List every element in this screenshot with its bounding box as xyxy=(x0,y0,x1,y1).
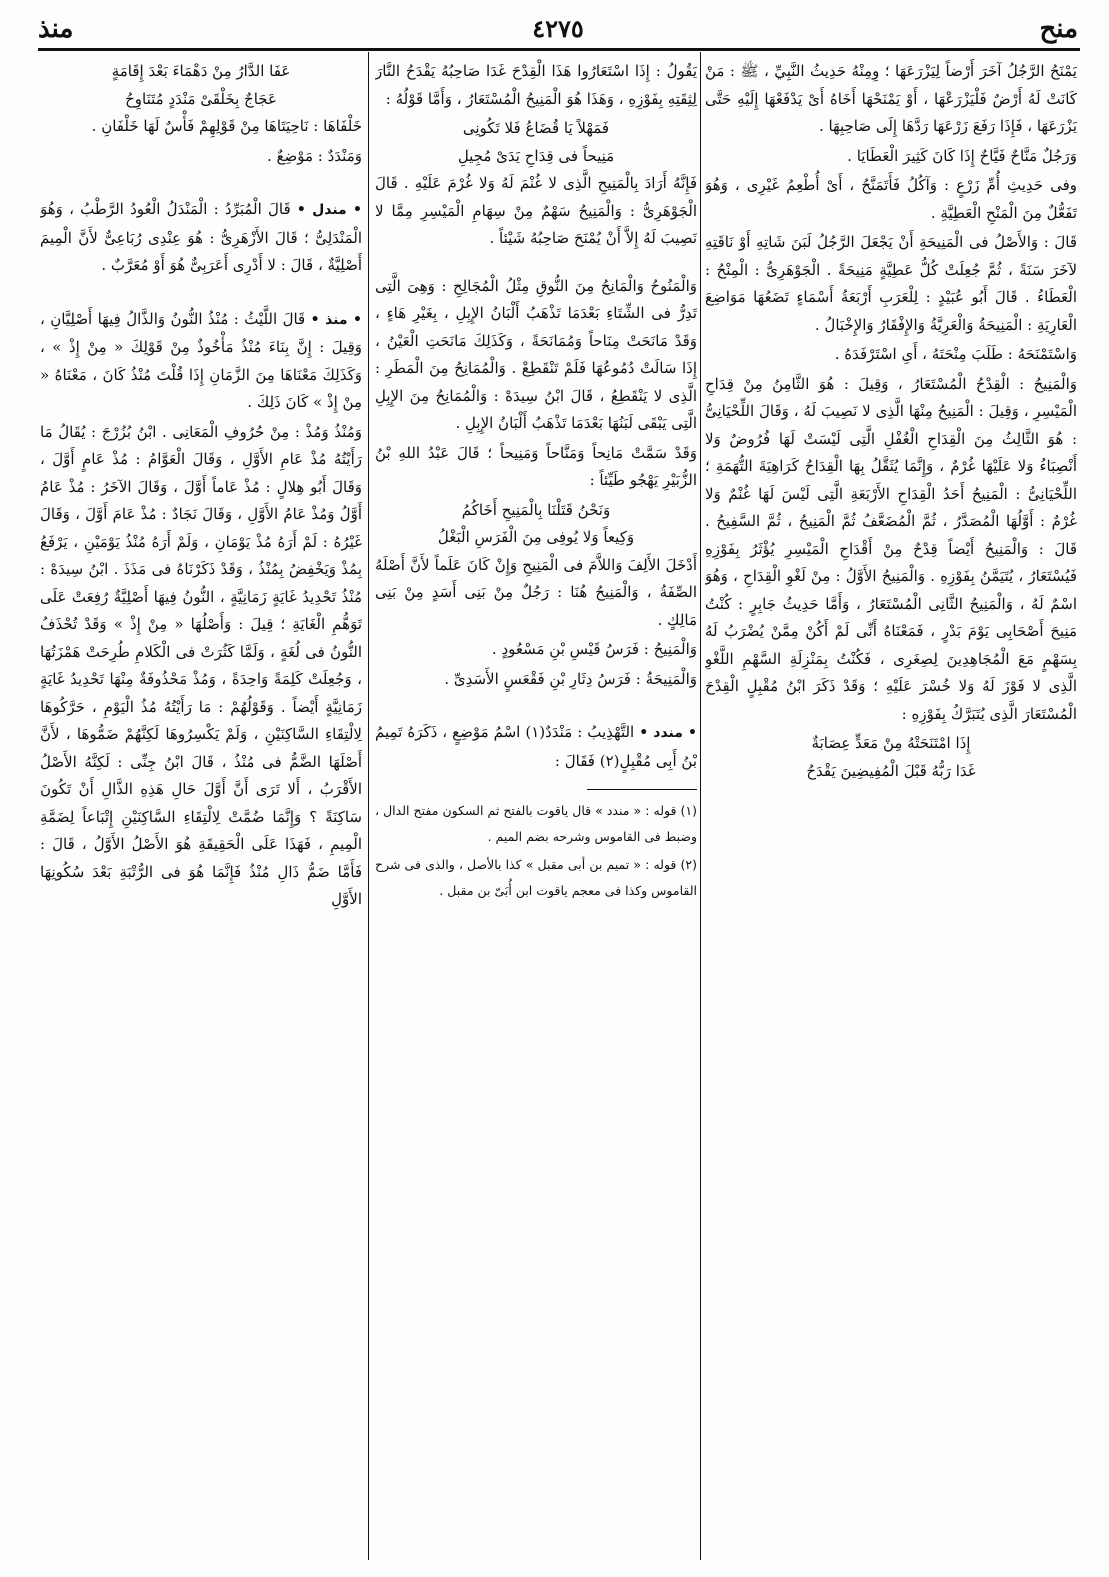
left-column xyxy=(40,58,362,1558)
paragraph: وَقَدْ سَمَّتْ مَانِحاً وَمَنَّاحاً وَمَنِيحاً ؛ قَالَ عَبْدُ اللهِ بْنُ الزُّبَيْرِ يَهْجُو طَيِّئاً : xyxy=(375,443,697,489)
header-rule xyxy=(38,48,1080,51)
column-divider-left xyxy=(368,52,369,1560)
entry-text: قَالَ الْمُبَرِّدُ : الْمَنْدَلُ الْعُودُ الرَّطْبُ ، وَهُوَ الْمَنْدَلِىُّ ؛ قَالَ الأَزْهَرِىُّ : هُوَ عِنْدِى رُبَاعِىٌّ لأَنَّ الْمِيمَ أَصْلِيَّةٌ ، قَالَ : لا أَدْرِى أَعَرَبِىٌّ هُوَ أَوْ مُعَرَّبٌ . xyxy=(40,200,362,274)
footnote-rule xyxy=(587,789,697,790)
paragraph: وَالْمَنُوحُ وَالْمَانِحُ مِنَ النُّوقِ مِثْلُ الْمُجَالِحِ : وَهِىَ الَّتِى تَدِرُّ فى الشِّتَاءِ بَعْدَمَا تَذْهَبُ أَلْبَانُ الإِبِلِ ، بِغَيْرِ هَاءٍ ، وَقَدْ مَانَحَتْ مِنَاحاً وَمُمَانَحَةً ، وَكَذَلِكَ مَانَحَتِ الْعَيْنُ ، إِذَا سَالَتْ دُمُوعُهَا فَلَمْ تَنْقَطِعْ . وَالْمُمَانِحُ مِنَ الْمَطَرِ : الَّذِى لا يَنْقَطِعُ ، قَالَ ابْنُ سِيدَهْ : وَالْمُمَانِحُ مِنَ الإِبِلِ الَّتِى يَبْقَى لَبَنُهَا بَعْدَمَا تَذْهَبُ أَلْبَانُ الإِبِلِ . xyxy=(375,276,697,432)
paragraph: وفى حَدِيثِ أُمِّ زَرْعٍ : وَآكُلُ فَأَتَمَنَّحُ ، أَىْ أُطْعِمُ غَيْرِى ، وَهُوَ تَفَعُّلٌ مِنَ الْمَنْحِ الْعَطِيَّةِ . xyxy=(705,176,1077,222)
entry-text: قَالَ اللَّيْثُ : مُنْذُ النُّونُ وَالذَّالُ فِيهَا أَصْلِيَّانِ ، وَقِيلَ : إِنَّ بِنَاءَ مُنْذُ مَأْخُوذٌ مِنْ قَوْلِكَ « مِنْ إِذْ » ، وَكَذَلِكَ مَعْنَاهَا مِنَ الزَّمَانِ إِذَا قُلْتَ مُنْذُ كَانَ ، مَعْنَاهُ « مِنْ إِذْ » كَانَ ذَلِكَ . xyxy=(40,309,362,411)
page-number: ٤٢٧٥ xyxy=(532,14,584,43)
paragraph: وَمُنْذُ وَمُذْ : مِنْ حُرُوفِ الْمَعَانِى . ابْنُ بُزُرْجَ : يُقَالُ مَا رَأَيْتُهُ مُذْ عَامِ الأَوَّلِ ، وَقَالَ الْعَوَّامُ : مُذْ عَامٍ أَوَّلَ ، وَقَالَ أَبُو هِلالٍ : مُذْ عَاماً أَوَّلَ ، وَقَالَ الآخَرُ : مُذْ عَامُ أَوَّلُ وَمُذْ عَامُ الأَوَّلِ ، وَقَالَ نَجَادٌ : مُذْ عَامَ أَوَّلَ ، وَقَالَ غَيْرُهُ : لَمْ أَرَهُ مُذْ يَوْمَانِ ، وَلَمْ أَرَهُ مُنْذُ يَوْمَيْنِ ، يَرْفَعُ بِمُذْ وَيَخْفِضُ بِمُنْذُ ، وَقَدْ ذَكَرْنَاهُ فى مَذَذَ . ابْنُ سِيدَهْ : مُنْذُ تَحْدِيدُ غَايَةٍ زَمَانِيَّةٍ ، النُّونُ فِيهَا أَصْلِيَّةٌ رُفِعَتْ عَلَى تَوَهُّمِ الْغَايَةِ ؛ قِيلَ : وَأَصْلُهَا « مِنْ إِذْ » وَقَدْ تُحْذَفُ النُّونُ فى لُغَةٍ ، وَلَمَّا كَثُرَتْ فى الْكَلامِ طُرِحَتْ هَمْزَتُهَا ، وَجُعِلَتْ كَلِمَةً وَاحِدَةً ، وَمُذْ مَحْذُوفَةٌ مِنْهَا تَحْدِيدُ غَايَةٍ زَمَانِيَّةٍ أَيْضاً . وَقَوْلُهُمْ : مَا رَأَيْتُهُ مُذُ الْيَوْمِ ، حَرَّكُوهَا لِالْتِقَاءِ السَّاكِنَيْنِ ، وَلَمْ يَكْسِرُوهَا لَكِنَّهُمْ ضَمُّوهَا ، لأَنَّ أَصْلَهَا الضَّمُّ فى مُنْذُ ، قَالَ ابْنُ جِنِّى : لَكِنَّهُ الأَصْلُ الأَقْرَبُ ، أَلا تَرَى أَنَّ أَوَّلَ حَالِ هَذِهِ الذَّالِ أَنْ تَكُونَ سَاكِنَةً ؟ وَإِنَّمَا ضُمَّتْ لِالْتِقَاءِ السَّاكِنَيْنِ إِتْبَاعاً لِضَمَّةِ الْمِيمِ ، فَهَذَا عَلَى الْحَقِيقَةِ هُوَ الأَصْلُ الأَوَّلُ ، قَالَ : فَأَمَّا ضَمُّ ذَالِ مُنْذُ فَإِنَّمَا هُوَ فى الرُّتْبَةِ بَعْدَ سُكُونِهَا الأَوَّلِ xyxy=(40,422,362,908)
entry-mndd xyxy=(375,719,697,775)
paragraph: وَمَنْدَدٌ : مَوْضِعٌ . xyxy=(267,146,362,165)
page-header xyxy=(38,14,1078,44)
paragraph: وَالْمَنِيحَةُ : فَرَسُ دِثَارِ بْنِ فَقْعَسٍ الأَسَدِىِّ . xyxy=(444,669,697,688)
paragraph: أَدْخَلَ الأَلِفَ وَاللاَّمَ فى الْمَنِيحِ وَإِنْ كَانَ عَلَماً لأَنَّ أَصْلَهُ الصِّفَةُ ، وَالْمَنِيحُ هُنَا : رَجُلٌ مِنْ بَنِى أَسَدٍ مِنْ بَنِى مَالِكٍ . xyxy=(375,555,697,629)
footnote: (٢) قوله : « تميم بن أبى مقبل » كذا بالأصل ، والذى فى شرح القاموس وكذا فى معجم ياقوت ابن أُبَىّ بن مقبل . xyxy=(375,857,697,898)
verse-line: عَفَا الدَّارُ مِنْ دَهْمَاءَ بَعْدَ إِقَامَةٍ xyxy=(111,62,291,80)
verse-line: عَجَاجٌ بِخَلْقَىْ مَنْدَدٍ مُتَنَاوِحُ xyxy=(125,89,277,108)
entry-mndl xyxy=(40,196,362,280)
paragraph: خَلْفَاهَا : نَاحِيَتَاهَا مِنْ قَوْلِهِمْ فَأْسٌ لَهَا خَلْفَانِ . xyxy=(91,117,362,135)
paragraph: وَاسْتَمْنَحَهُ : طَلَبَ مِنْحَتَهُ ، أَىِ اسْتَرْفَدَهُ . xyxy=(834,345,1077,363)
running-head-left: منذ xyxy=(38,14,74,44)
entry-text: التَّهْذِيبُ : مَنْدَدٌ(١) اسْمُ مَوْضِعٍ ، ذَكَرَهُ تَمِيمُ بْنُ أَبِى مُقْبِلٍ(٢) فَقَالَ : xyxy=(375,723,697,770)
running-head-right: منح xyxy=(1039,14,1078,44)
paragraph: وَالْمَنِيحُ : الْقِدْحُ الْمُسْتَعَارُ ، وَقِيلَ : هُوَ الثَّامِنُ مِنْ قِدَاحِ الْمَيْسِرِ ، وَقِيلَ : الْمَنِيحُ مِنْهَا الَّذِى لا نَصِيبَ لَهُ ، وَقَالَ اللِّحْيَانِىُّ : هُوَ الثَّالِثُ مِنَ الْقِدَاحِ الْغُفْلِ الَّتِى لَيْسَتْ لَهَا فُرُوضٌ وَلا أَنْصِبَاءُ وَلا عَلَيْهَا غُرْمٌ ، وَإِنَّمَا يُثَقَّلُ بِهَا الْقِدَاحُ كَرَاهِيَةَ التُّهَمَةِ ؛ اللِّحْيَانِىُّ : الْمَنِيحُ أَحَدُ الْقِدَاحِ الأَرْبَعَةِ الَّتِى لَيْسَ لَهَا غُنْمٌ وَلا غُرْمٌ : أَوَّلُهَا الْمُصَدَّرُ ، ثُمَّ الْمُضَعَّفُ ثُمَّ الْمَنِيحُ ، ثُمَّ السَّفِيحُ . قَالَ : وَالْمَنِيحُ أَيْضاً قِدْحٌ مِنْ أَقْدَاحِ الْمَيْسِرِ يُؤْثَرُ بِفَوْزِهِ فَيُسْتَعَارُ ، يُتَيَمَّنُ بِفَوْزِهِ . وَالْمَنِيحُ الأَوَّلُ : مِنْ لَغْوِ الْقِدَاحِ ، وَهُوَ اسْمٌ لَهُ ، وَالْمَنِيحُ الثَّانِى الْمُسْتَعَارُ ، وَأَمَّا حَدِيثُ جَابِرٍ : كُنْتُ مَنِيحَ أَصْحَابِى يَوْمَ بَدْرٍ ، فَمَعْنَاهُ أَنِّى لَمْ أَكُنْ مِمَّنْ يُضْرَبُ لَهُ بِسَهْمٍ مَعَ الْمُجَاهِدِينَ لِصِغَرِى ، فَكُنْتُ بِمَنْزِلَةِ السَّهْمِ اللَّغْوِ الَّذِى لا فَوْزَ لَهُ وَلا خُسْرَ عَلَيْهِ ؛ وَقَدْ ذَكَرَ ابْنُ مُقْبِلٍ الْقِدْحَ الْمُسْتَعَارَ الَّذِى يُتَبَرَّكُ بِفَوْزِهِ : xyxy=(705,374,1077,723)
verse-line: غَدَا رَبُّهُ قَبْلَ الْمُفِيضِينَ يَقْدَحُ xyxy=(806,761,976,780)
paragraph: يَقُولُ : إِذَا اسْتَعَارُوا هَذَا الْقِدْحَ غَدَا صَاحِبُهُ يَقْدَحُ النَّارَ لِثِقَتِهِ بِفَوْزِهِ ، وَهَذَا هُوَ الْمَنِيحُ الْمُسْتَعَارُ ، وَأَمَّا قَوْلُهُ : xyxy=(375,62,697,108)
paragraph: وَالْمَنِيحُ : فَرَسُ قَيْسِ بْنِ مَسْعُودٍ . xyxy=(491,640,697,658)
paragraph: يَمْنَحُ الرَّجُلُ آخَرَ أَرْضاً لِيَزْرَعَهَا ؛ وِمِنْهُ حَدِيثُ النَّبِيِّ ، ﷺ : مَنْ كَانَتْ لَهُ أَرْضٌ فَلْيَزْرَعْهَا ، أَوْ يَمْنَحْهَا أَخَاهُ أَىْ يَدْفَعْهَا إِلَيْهِ حَتَّى يَزْرَعَهَا ، فَإِذَا رَفَعَ زَرْعَهَا رَدَّهَا إِلَى صَاحِبِهَا . xyxy=(705,62,1077,135)
headword: • مندد • xyxy=(639,725,697,741)
verse-line: مَنِيحاً فى قِدَاحِ يَدَىْ مُجِيلِ xyxy=(457,146,615,165)
right-column xyxy=(705,58,1077,1558)
middle-column xyxy=(375,58,697,1558)
verse-line: وَنَحْنُ قَتَلْنَا بِالْمَنِيحِ أَخَاكُمُ xyxy=(461,500,611,519)
footnote: (١) قوله : « مندد » قال ياقوت بالفتح ثم السكون مفتح الدال ، وضبط فى القاموس وشرحه بضم الميم . xyxy=(375,803,697,844)
entry-mndh xyxy=(40,306,362,417)
headword: • مندل • xyxy=(296,202,362,218)
paragraph: وَرَجُلٌ مَنَّاحٌ فَيَّاحٌ إِذَا كَانَ كَثِيرَ الْعَطَايَا . xyxy=(847,146,1077,165)
paragraph: فَإِنَّهُ أَرَادَ بِالْمَنِيحِ الَّذِى لا غُنْمَ لَهُ وَلا غُرْمَ عَلَيْهِ . قَالَ الْجَوْهَرِىُّ : وَالْمَنِيحُ سَهْمٌ مِنْ سِهَامِ الْمَيْسِرِ مِمَّا لا نَصِيبَ لَهُ إِلاَّ أَنْ يُمْنَحَ صَاحِبُهُ شَيْئاً . xyxy=(375,174,697,247)
column-divider-right xyxy=(700,52,701,1560)
verse-line: إِذَا امْتَنَحَتْهُ مِنْ مَعَدٍّ عِصَابَةٌ xyxy=(811,734,971,752)
headword: • منذ • xyxy=(310,311,362,328)
verse-line: فَمَهْلاً يَا قُضَاعُ فَلا تَكُونِى xyxy=(462,119,610,137)
paragraph: قَالَ : وَالأَصْلُ فى الْمَنِيحَةِ أَنْ يَجْعَلَ الرَّجُلُ لَبَنَ شَاتِهِ أَوْ نَاقَتِهِ لآخَرَ سَنَةً ، ثُمَّ جُعِلَتْ كُلُّ عَطِيَّةٍ مَنِيحَةً . الْجَوْهَرِىُّ : الْمِنْحُ : الْعَطَاءُ . قَالَ أَبُو عُبَيْدٍ : لِلْعَرَبِ أَرْبَعَةُ أَسْمَاءٍ تَضَعُهَا مَوَاضِعَ الْعَارِيَةِ : الْمَنِيحَةُ وَالْعَرِيَّةُ وَالإِفْقَارُ وَالإِخْبَالُ . xyxy=(705,233,1077,334)
verse-line: وَكِيعاً وَلا يُوفِى مِنَ الْفَرَسِ الْبَغْلُ xyxy=(437,528,635,546)
